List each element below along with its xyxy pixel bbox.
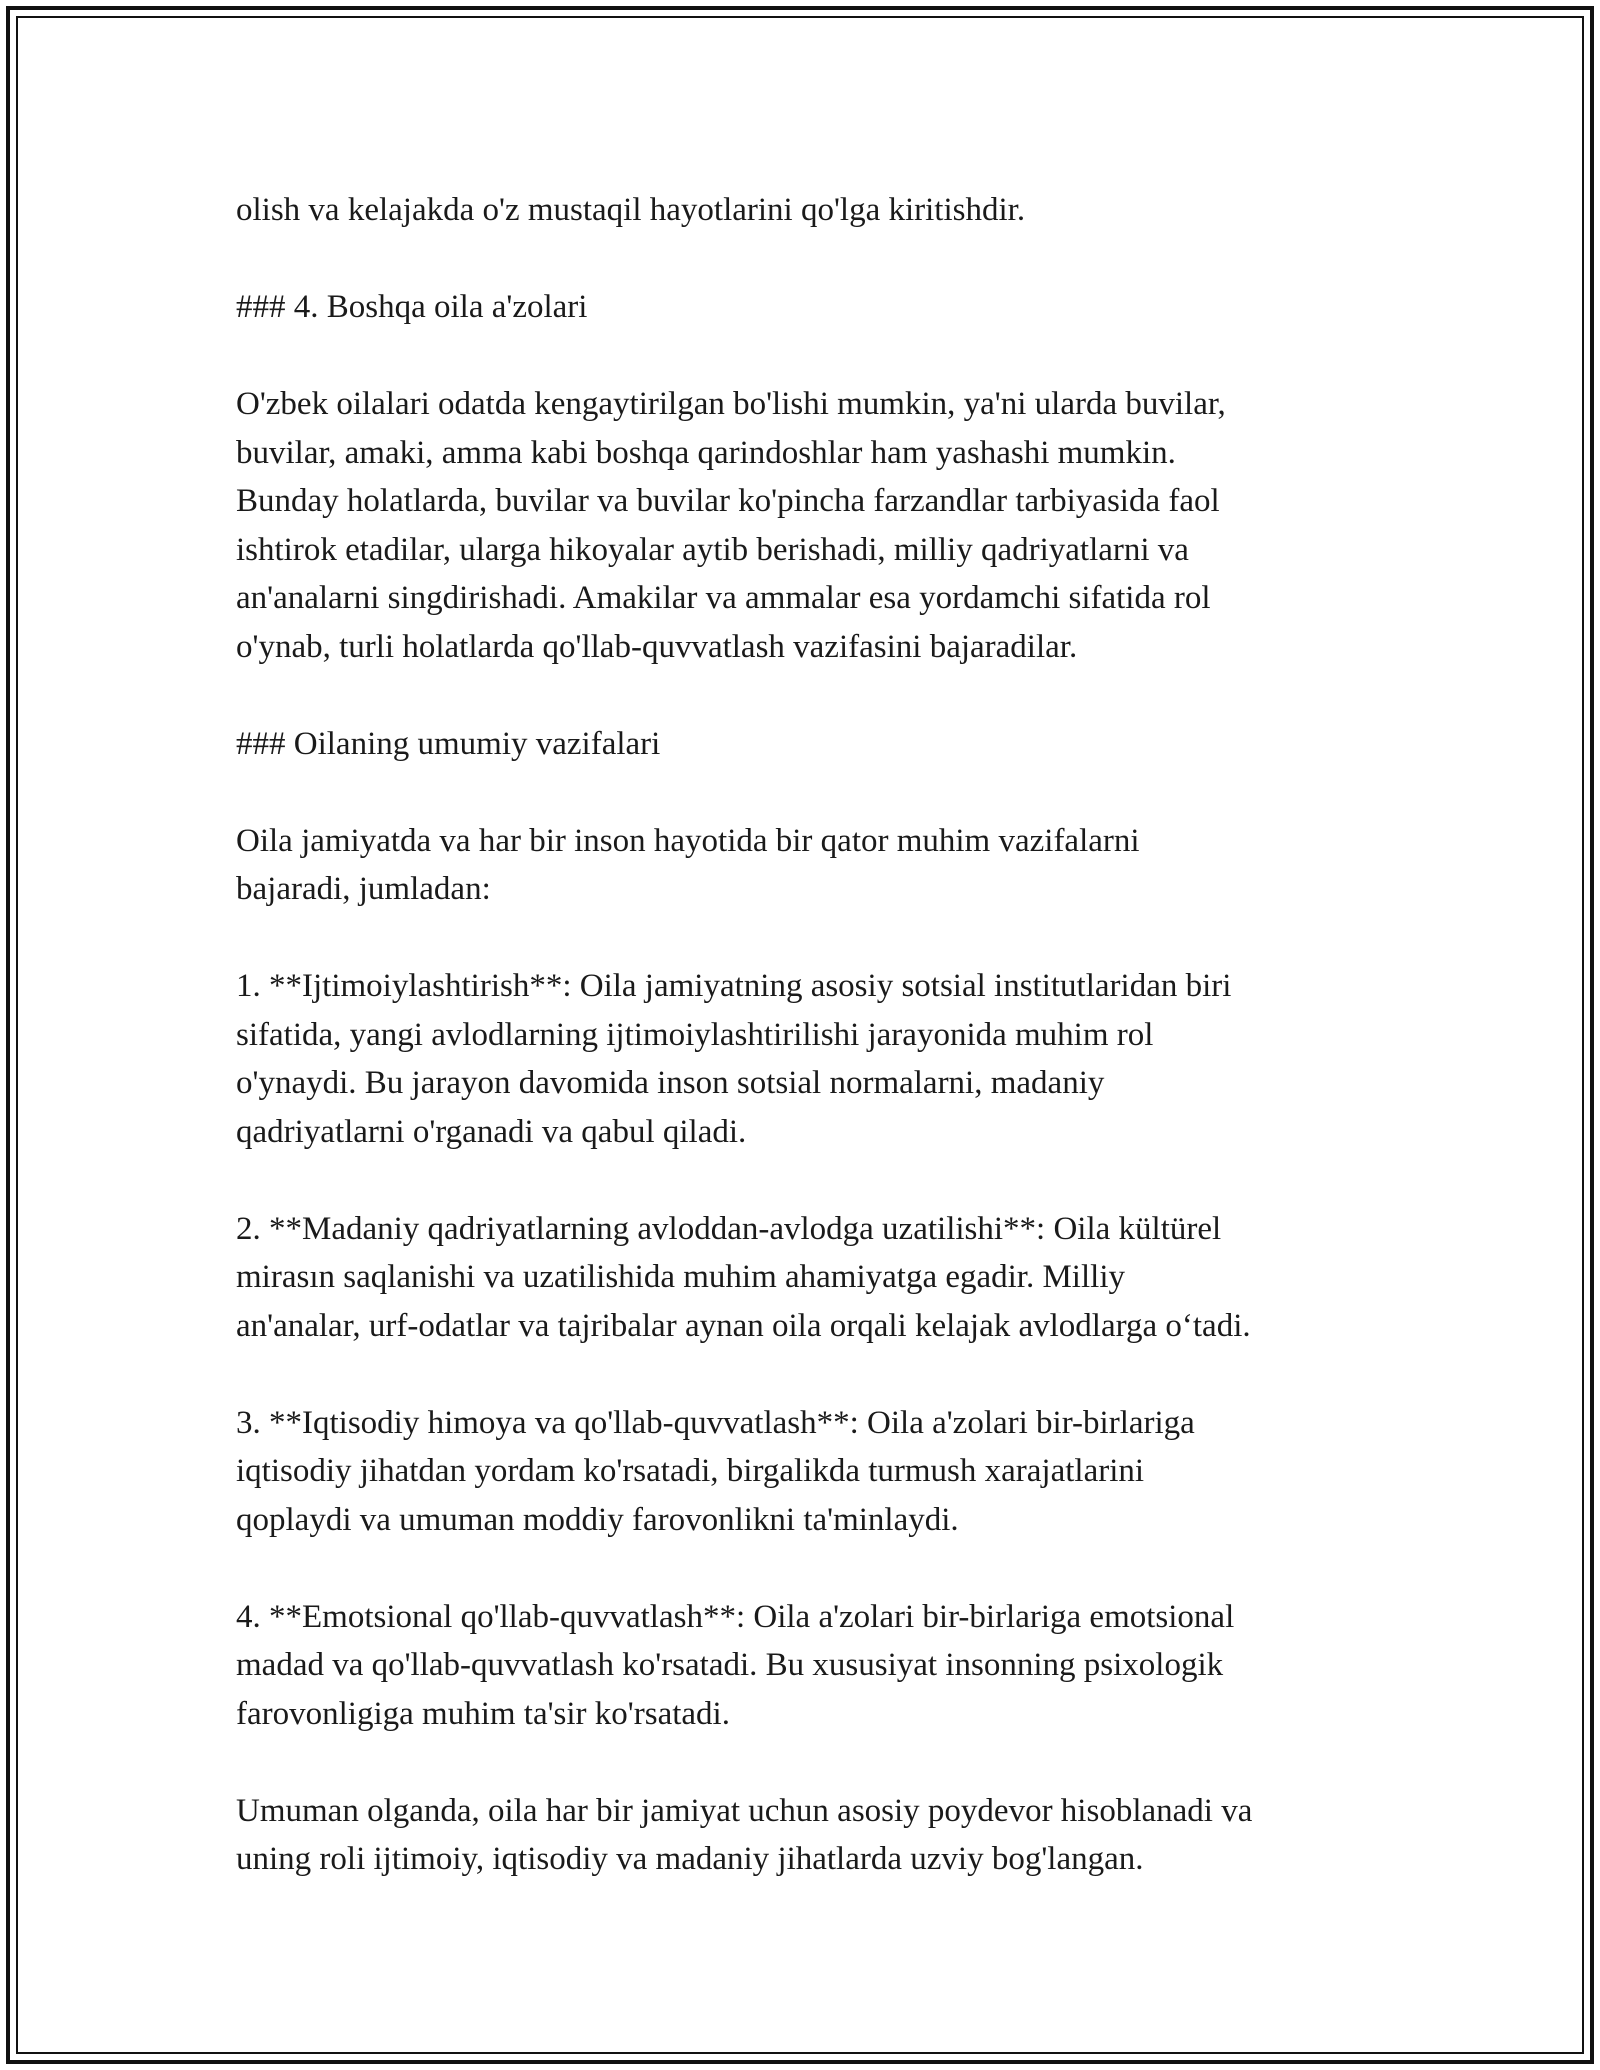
paragraph-extended-family: O'zbek oilalari odatda kengaytirilgan bo'lishi mumkin, ya'ni ularda buvilar, buvilar, amaki, amma kabi boshqa qarindoshlar ham yashashi mumkin. Bunday holatlarda, buvilar va buvilar ko'pincha farzandlar tarbiyasida faol ishtirok etadilar, ularga hikoyalar aytib berishadi, milliy qadriyatlarni va an'analarni singdirishadi. Amakilar va ammalar esa yordamchi sifatida rol o'ynab, turli holatlarda qo'llab-quvvatlash vazifasini bajaradilar. [236, 386, 1226, 665]
document-body [236, 186, 1386, 1884]
paragraph-conclusion: Umuman olganda, oila har bir jamiyat uchun asosiy poydevor hisoblanadi va uning roli ijtimoiy, iqtisodiy va madaniy jihatlarda uzviy bog'langan. [236, 1792, 1253, 1877]
list-item-cultural-values: 2. **Madaniy qadriyatlarning avloddan-avlodga uzatilishi**: Oila kültürel mirasın saqlanishi va uzatilishida muhim ahamiyatga egadir. Milliy an'analar, urf-odatlar va tajribalar aynan oila orqali kelajak avlodlarga o‘tadi. [236, 1210, 1251, 1344]
list-item-socialization: 1. **Ijtimoiylashtirish**: Oila jamiyatning asosiy sotsial institutlaridan biri sifatida, yangi avlodlarning ijtimoiylashtirilishi jarayonida muhim rol o'ynaydi. Bu jarayon davomida inson sotsial normalarni, madaniy qadriyatlarni o'rganadi va qabul qiladi. [236, 968, 1232, 1150]
paragraph-continuation: olish va kelajakda o'z mustaqil hayotlarini qo'lga kiritishdir. [236, 192, 1026, 228]
heading-oilaning-umumiy-vazifalari: ### Oilaning umumiy vazifalari [236, 725, 661, 762]
list-item-emotional-support: 4. **Emotsional qo'llab-quvvatlash**: Oila a'zolari bir-birlariga emotsional madad va qo'llab-quvvatlash ko'rsatadi. Bu xususiyat insonning psixologik farovonligiga muhim ta'sir ko'rsatadi. [236, 1598, 1235, 1732]
list-item-economic-support: 3. **Iqtisodiy himoya va qo'llab-quvvatlash**: Oila a'zolari bir-birlariga iqtisodiy jihatdan yordam ko'rsatadi, birgalikda turmush xarajatlarini qoplaydi va umuman moddiy farovonlikni ta'minlaydi. [236, 1404, 1195, 1538]
paragraph-functions-intro: Oila jamiyatda va har bir inson hayotida bir qator muhim vazifalarni bajaradi, jumladan: [236, 822, 1140, 907]
heading-boshqa-oila-azolari: ### 4. Boshqa oila a'zolari [236, 289, 588, 325]
